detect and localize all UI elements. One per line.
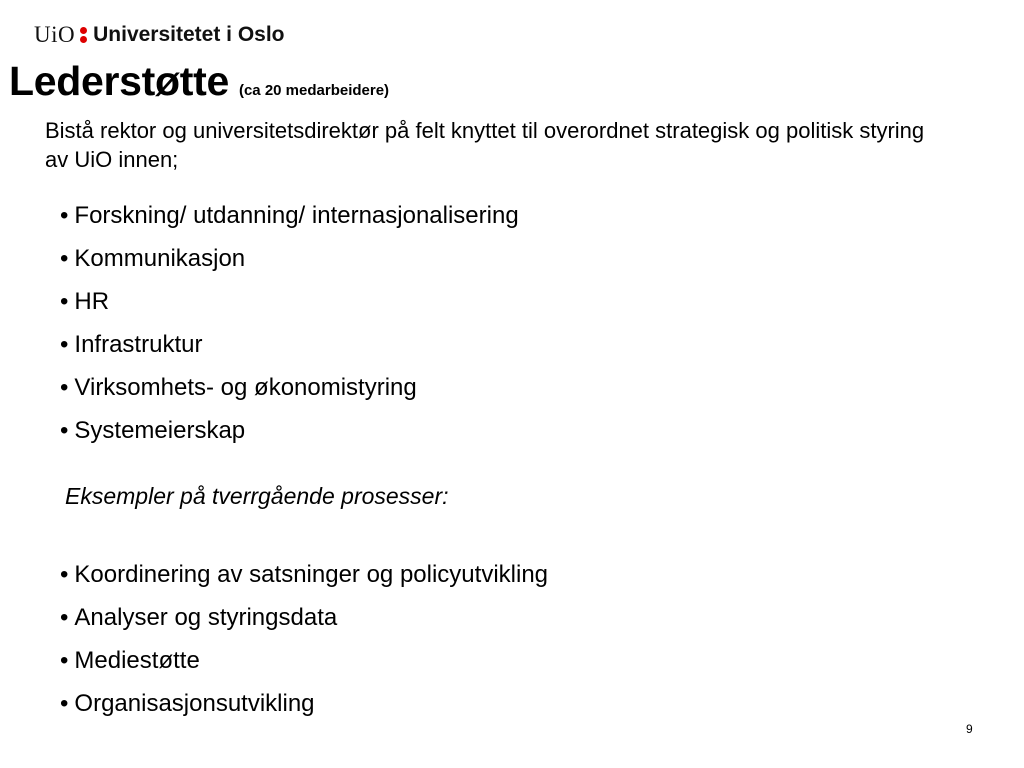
list-item [60, 330, 519, 373]
list-item [60, 287, 519, 330]
bullet-icon: • [60, 561, 69, 588]
examples-list [60, 560, 548, 732]
list-item [60, 603, 548, 646]
bullet-icon: • [60, 374, 69, 401]
examples-heading: Eksempler på tverrgående prosesser: [65, 483, 449, 509]
bullet-icon: • [60, 202, 69, 229]
list-item-text: Virksomhets- og økonomistyring [74, 374, 417, 401]
list-item-text: Organisasjonsutvikling [74, 690, 315, 717]
bullet-icon: • [60, 417, 69, 444]
title-main: Lederstøtte [9, 58, 229, 104]
logo-dots-icon [80, 25, 87, 45]
list-item [60, 646, 548, 689]
list-item [60, 201, 519, 244]
list-item-text: Systemeierskap [74, 417, 246, 444]
bullet-icon: • [60, 690, 69, 717]
list-item-text: Kommunikasjon [74, 245, 246, 272]
bullet-icon: • [60, 604, 69, 631]
list-item [60, 689, 548, 732]
intro-text: Bistå rektor og universitetsdirektør på felt knyttet til overordnet strategisk og politisk styring av UiO innen; [45, 118, 925, 172]
list-item-text: Koordinering av satsninger og policyutvikling [74, 561, 549, 588]
list-item [60, 560, 548, 603]
list-item [60, 373, 519, 416]
title-subtitle: (ca 20 medarbeidere) [238, 82, 390, 99]
logo-university-name: Universitetet i Oslo [93, 23, 285, 46]
bullet-icon: • [60, 288, 69, 315]
bullet-icon: • [60, 331, 69, 358]
slide-title [9, 58, 389, 105]
list-item-text: Mediestøtte [74, 647, 200, 674]
page-number: 9 [966, 722, 973, 736]
bullet-icon: • [60, 647, 69, 674]
list-item [60, 244, 519, 287]
areas-list [60, 201, 519, 459]
list-item-text: HR [74, 288, 110, 315]
uio-logo [34, 20, 285, 50]
list-item-text: Forskning/ utdanning/ internasjonalisering [74, 202, 519, 229]
list-item [60, 416, 519, 459]
list-item-text: Infrastruktur [74, 331, 203, 358]
bullet-icon: • [60, 245, 69, 272]
list-item-text: Analyser og styringsdata [74, 604, 338, 631]
logo-short-name: UiO [34, 22, 76, 47]
